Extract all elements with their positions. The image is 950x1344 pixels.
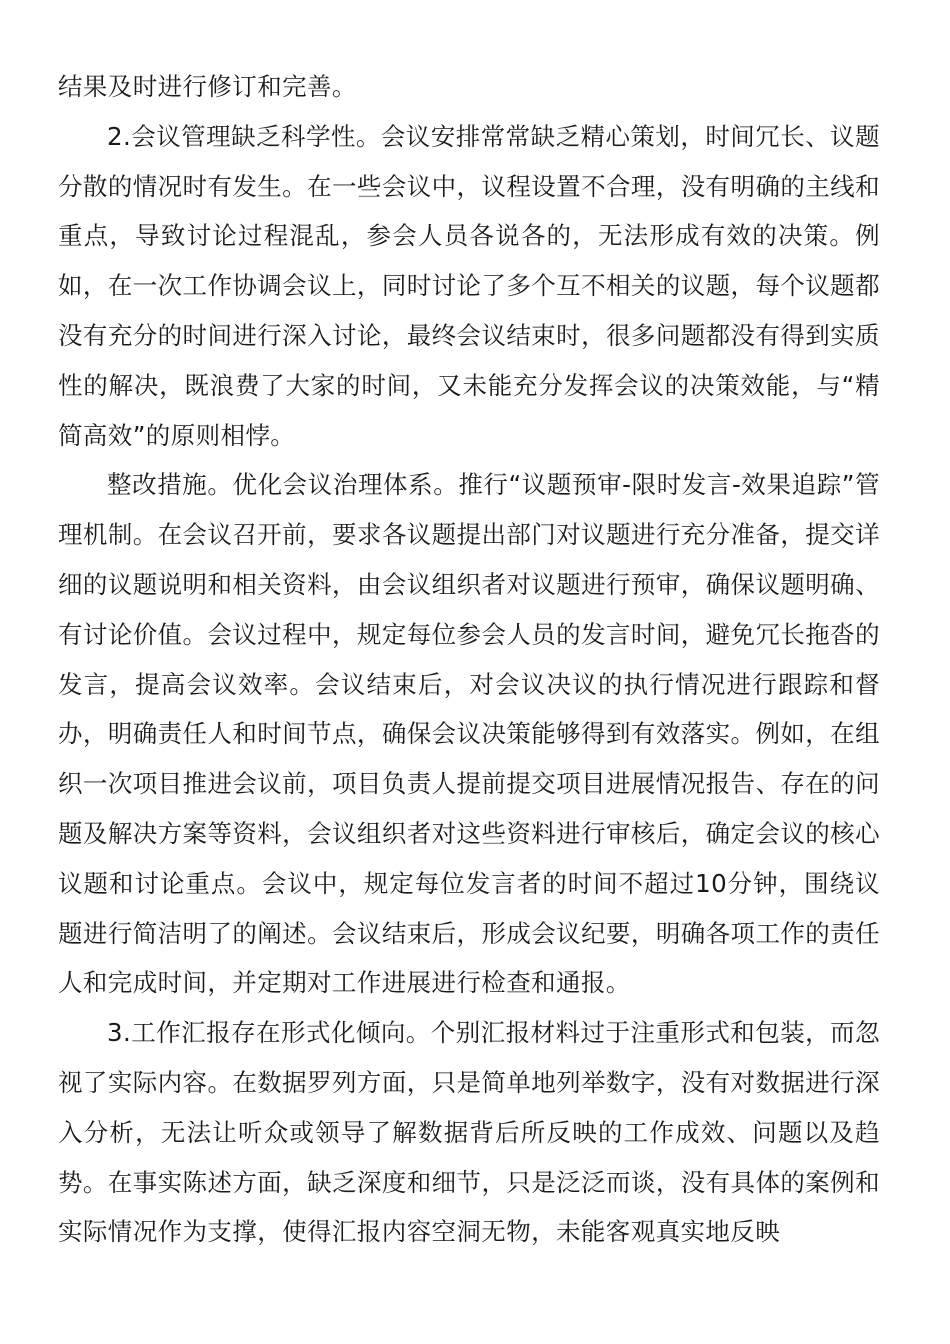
paragraph-continuation: 结果及时进行修订和完善。 <box>58 72 357 101</box>
paragraph-rectification-measures: 整改措施。优化会议治理体系。推行“议题预审-限时发言-效果追踪”管理机制。在会议召开前，要求各议题提出部门对议题进行充分准备，提交详细的议题说明和相关资料，由会议组织者对议题进行预审，确保议题明确、有讨论价值。会议过程中，规定每位参会人员的发言时间，避免冗长拖沓的发言，提高会议效率。会议结束后，对会议决议的执行情况进行跟踪和督办，明确责任人和时间节点，确保会议决策能够得到有效落实。例如，在组织一次项目推进会议前，项目负责人提前提交项目进展情况报告、存在的问题及解决方案等资料，会议组织者对这些资料进行审核后，确定会议的核心议题和讨论重点。会议中，规定每位发言者的时间不超过10分钟，围绕议题进行简洁明了的阐述。会议结束后，形成会议纪要，明确各项工作的责任人和完成时间，并定期对工作进展进行检查和通报。 <box>58 470 880 998</box>
paragraph-meeting-management: 2.会议管理缺乏科学性。会议安排常常缺乏精心策划，时间冗长、议题分散的情况时有发生。在一些会议中，议程设置不合理，没有明确的主线和重点，导致讨论过程混乱，参会人员各说各的，无法形成有效的决策。例如，在一次工作协调会议上，同时讨论了多个互不相关的议题，每个议题都没有充分的时间进行深入讨论，最终会议结束时，很多问题都没有得到实质性的解决，既浪费了大家的时间，又未能充分发挥会议的决策效能，与“精简高效”的原则相悖。 <box>58 121 880 450</box>
document-page <box>58 62 880 1257</box>
paragraph-work-report: 3.工作汇报存在形式化倾向。个别汇报材料过于注重形式和包装，而忽视了实际内容。在数据罗列方面，只是简单地列举数字，没有对数据进行深入分析，无法让听众或领导了解数据背后所反映的工作成效、问题以及趋势。在事实陈述方面，缺乏深度和细节，只是泛泛而谈，没有具体的案例和实际情况作为支撑，使得汇报内容空洞无物，未能客观真实地反映 <box>58 1018 880 1247</box>
